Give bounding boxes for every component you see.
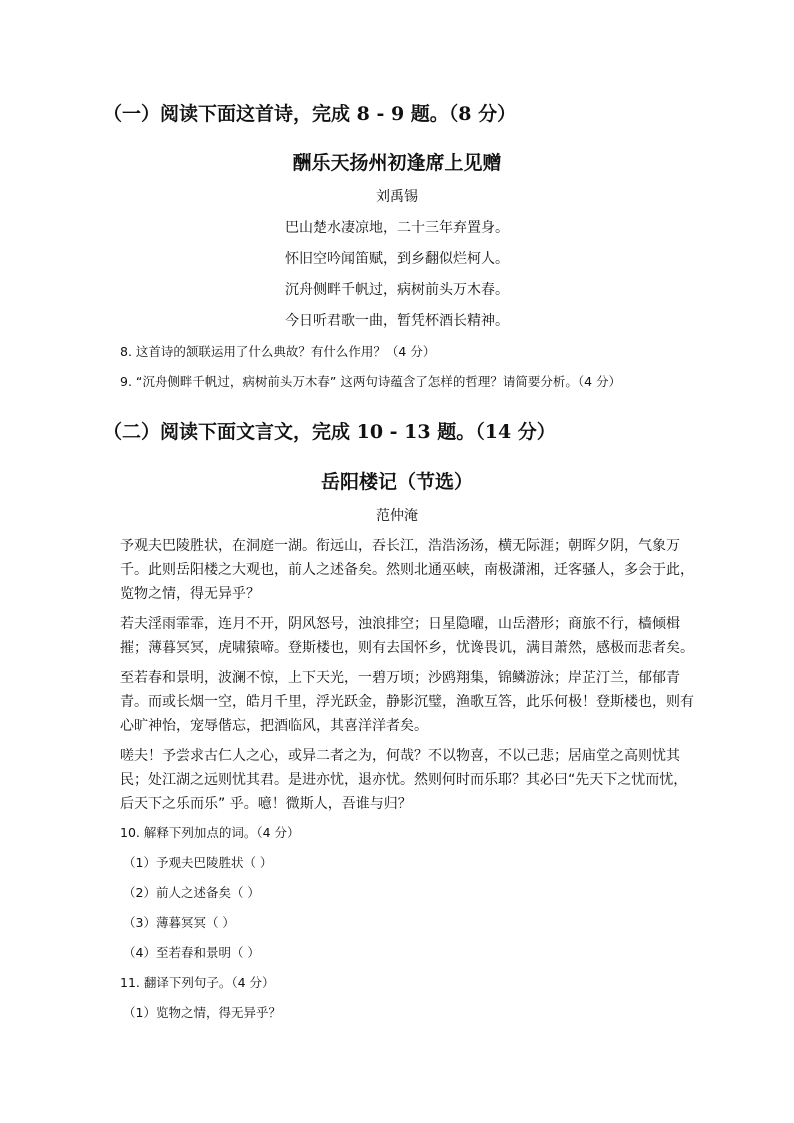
question-11-item: （1）览物之情，得无异乎？ (123, 1005, 281, 1020)
poem-line: 怀旧空吟闻笛赋，到乡翻似烂柯人。 (285, 251, 509, 267)
prose-line: 嗟夫！予尝求古仁人之心，或异二者之为，何哉？不以物喜，不以己悲；居庙堂之高则忧其 (120, 748, 680, 764)
poem-author: 刘禹锡 (376, 189, 418, 205)
prose-line: 民；处江湖之远则忧其君。是进亦忧，退亦忧。然则何时而乐耶？其必曰“先天下之忧而忧， (120, 772, 688, 788)
prose-line: 予观夫巴陵胜状，在洞庭一湖。衔远山，吞长江，浩浩汤汤，横无际涯；朝晖夕阴，气象万 (120, 538, 680, 554)
question-10-item: （4）至若春和景明（ ） (123, 945, 260, 960)
prose-line: 青。而或长烟一空，皓月千里，浮光跃金，静影沉璧，渔歌互答，此乐何极！登斯楼也，则有 (120, 694, 694, 710)
question-10-item: （1）予观夫巴陵胜状（ ） (123, 855, 273, 870)
poem-line: 今日听君歌一曲，暂凭杯酒长精神。 (285, 313, 509, 329)
prose-line: 至若春和景明，波澜不惊，上下天光，一碧万顷；沙鸥翔集，锦鳞游泳；岸芷汀兰，郁郁青 (120, 670, 680, 686)
question-10: 10. 解释下列加点的词。（4 分） (120, 825, 300, 840)
question-8: 8. 这首诗的颔联运用了什么典故？有什么作用？（4 分） (120, 344, 436, 359)
question-10-item: （3）薄暮冥冥（ ） (123, 915, 235, 930)
poem-line: 沉舟侧畔千帆过，病树前头万木春。 (285, 282, 509, 298)
question-10-item: （2）前人之述备矣（ ） (123, 885, 260, 900)
poem-line: 巴山楚水凄凉地，二十三年弃置身。 (285, 220, 509, 236)
prose-line: 览物之情，得无异乎？ (120, 586, 260, 602)
section1-heading: （一）阅读下面这首诗，完成 8 - 9 题。（8 分） (103, 103, 517, 125)
prose-line: 千。此则岳阳楼之大观也，前人之述备矣。然则北通巫峡，南极潇湘，迁客骚人，多会于此， (120, 562, 694, 578)
prose-line: 后天下之乐而乐” 乎。噫！微斯人，吾谁与归？ (120, 796, 412, 812)
prose-line: 若夫淫雨霏霏，连月不开，阴风怒号，浊浪排空；日星隐曜，山岳潜形；商旅不行，樯倾楫 (120, 616, 680, 632)
prose-author: 范仲淹 (376, 508, 418, 524)
section2-heading: （二）阅读下面文言文，完成 10 - 13 题。（14 分） (103, 421, 556, 443)
poem-title: 酬乐天扬州初逢席上见赠 (292, 152, 502, 174)
prose-line: 心旷神怡，宠辱偕忘，把酒临风，其喜洋洋者矣。 (120, 718, 428, 734)
question-9: 9. “沉舟侧畔千帆过，病树前头万木春” 这两句诗蕴含了怎样的哲理？请简要分析。（4 分） (120, 374, 622, 389)
question-11: 11. 翻译下列句子。（4 分） (120, 975, 275, 990)
prose-line: 摧；薄暮冥冥，虎啸猿啼。登斯楼也，则有去国怀乡，忧谗畏讥，满目萧然，感极而悲者矣。 (120, 640, 694, 656)
prose-title: 岳阳楼记（节选） (320, 471, 473, 493)
